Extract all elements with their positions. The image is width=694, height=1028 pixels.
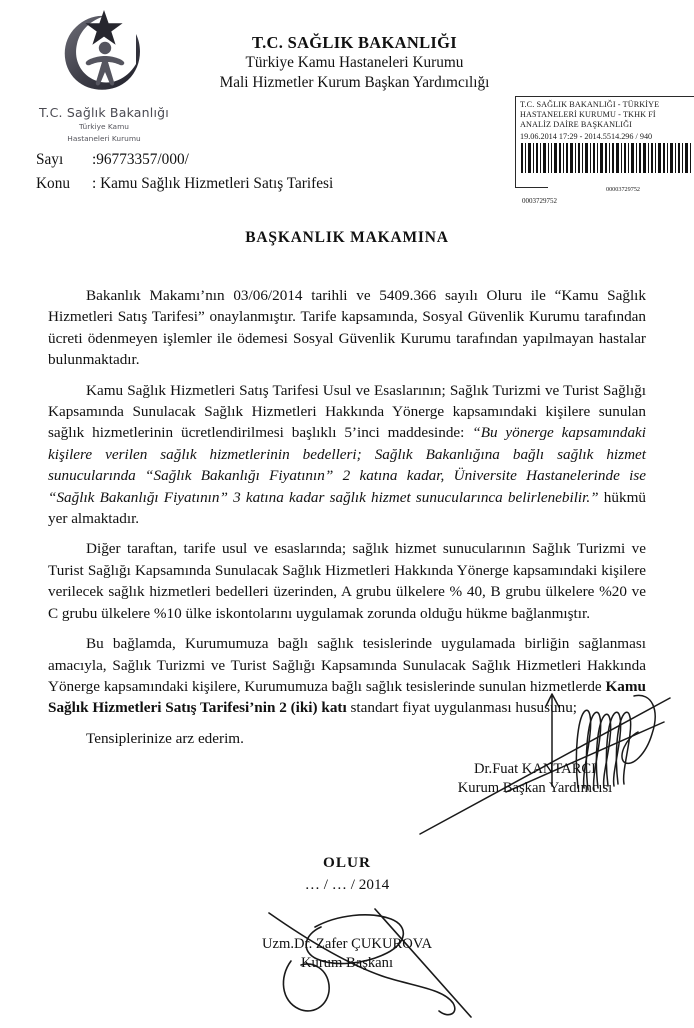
paragraph-2 bbox=[48, 380, 646, 530]
barcode-number-outer: 0003729752 bbox=[522, 197, 557, 206]
document-body bbox=[48, 285, 646, 758]
logo-subtitle-line2: Hastaneleri Kurumu bbox=[67, 133, 141, 143]
logo-title: T.C. Sağlık Bakanlığı bbox=[39, 105, 169, 120]
document-page bbox=[12, 0, 682, 1028]
ministry-logo-block bbox=[36, 8, 172, 143]
crescent-star-person-logo-icon bbox=[44, 8, 164, 104]
document-reference-block bbox=[36, 148, 486, 196]
letterhead-line-1: T.C. SAĞLIK BAKANLIĞI bbox=[252, 33, 457, 52]
paragraph-4 bbox=[48, 633, 646, 719]
signer-name-kantarci: Dr.Fuat KANTARCI bbox=[473, 761, 597, 777]
paragraph-1: Bakanlık Makamı’nın 03/06/2014 tarihli ve 5409.366 sayılı Oluru ile “Kamu Sağlık Hizmetleri Satış Tarifesi” onaylanmıştır. Tarife kapsamında, Sosyal Güvenlik Kurumu tarafından ücreti ödenmeyen işlemler ile ödemesi Sosyal Güvenlik Kurumu tarafından yapılmayan hastalar bulunmaktadır. bbox=[48, 287, 646, 369]
signer-title-kantarci: Kurum Başkan Yardımcısı bbox=[457, 780, 613, 796]
konu-value: : Kamu Sağlık Hizmetleri Satış Tarifesi bbox=[92, 175, 334, 192]
stamp-line-1: T.C. SAĞLIK BAKANLIĞI - TÜRKİYE bbox=[520, 100, 660, 109]
sayi-value: :96773357/000/ bbox=[92, 151, 189, 168]
paragraph-2-intro: Kamu Sağlık Hizmetleri Satış Tarifesi Usul ve Esaslarının; Sağlık Turizmi ve Turist Sağlığı Kapsamında Sunulacak Sağlık Hizmetleri Hakkında Yönerge kapsamındaki kişilere sunulan sağlık hizmetlerinin ücretlendirilmesi başlıklı 5’inci maddesinde: bbox=[48, 381, 646, 442]
barcode-number-inner: 00003729752 bbox=[548, 186, 694, 193]
stamp-line-2: HASTANELERİ KURUMU - TKHK Fİ bbox=[520, 110, 656, 120]
barcode-icon bbox=[520, 143, 692, 173]
approval-date: … / … / 2014 bbox=[304, 876, 390, 893]
paragraph-2-closing: hükmü yer almaktadır. bbox=[48, 488, 646, 528]
paragraph-2-quotation: “Bu yönerge kapsamındaki kişilere verilen sağlık hizmetlerinin bedelleri; Sağlık Bakanlığına bağlı sağlık hizmet sunucularında “Sağlık Bakanlığı Fiyatının” 2 katına kadar, Üniversite Hastanelerinde ise “Sağlık Bakanlığı Fiyatının” 3 katına kadar sağlık hizmet sunucularınca belirlenebilir.” bbox=[48, 424, 647, 506]
stamp-line-3: ANALİZ DAİRE BAŞKANLIĞI bbox=[520, 120, 632, 130]
approval-block bbox=[197, 852, 497, 896]
signature-block-cukurova bbox=[197, 935, 497, 973]
konu-label: Konu bbox=[36, 175, 70, 192]
paragraph-3: Diğer taraftan, tarife usul ve esaslarında; sağlık hizmet sunucularının Sağlık Turizmi ve Turist Sağlığı Kapsamında Sunulacak Sağlık Hizmetleri Hakkında Yönerge kapsamındaki kişilere verilecek sağlık hizmetleri bedelleri üzerinden, A grubu ülkelere % 40, B grubu ülkelere %20 ve C grubu ülkelere %10 ülke iskontolarını uygulamak zorunda olduğu hükme bağlanmıştır. bbox=[48, 540, 646, 622]
paragraph-4-intro: Bu bağlamda, Kurumumuza bağlı sağlık tesislerinde uygulamada birliğin sağlanması amacıyla, Sağlık Turizmi ve Turist Sağlığı Kapsamında Sunulacak Sağlık Hizmetleri Hakkında Yönerge kapsamındaki kişilere, Kurumumuza bağlı sağlık tesislerinde sunulan hizmetlerde bbox=[48, 635, 646, 695]
addressee-heading: BAŞKANLIK MAKAMINA bbox=[245, 229, 449, 246]
registration-stamp bbox=[515, 96, 694, 206]
letterhead-line-2: Türkiye Kamu Hastaneleri Kurumu bbox=[245, 54, 464, 71]
paragraph-4-emphasis: Kamu Sağlık Hizmetleri Satış Tarifesi’nin 2 (iki) katı bbox=[48, 677, 646, 717]
letterhead-title bbox=[182, 32, 527, 93]
paragraph-5: Tensiplerinize arz ederim. bbox=[86, 729, 244, 747]
approval-word: OLUR bbox=[323, 854, 371, 871]
letterhead-line-3: Mali Hizmetler Kurum Başkan Yardımcılığı bbox=[219, 74, 490, 91]
konu-row bbox=[36, 172, 486, 196]
signer-name-cukurova: Uzm.Dr. Zafer ÇUKUROVA bbox=[262, 936, 432, 952]
logo-subtitle-line1: Türkiye Kamu bbox=[79, 122, 129, 131]
signer-title-cukurova: Kurum Başkanı bbox=[300, 955, 393, 971]
paragraph-4-closing: standart fiyat uygulanması hususunu; bbox=[346, 699, 578, 717]
stamp-datetime: 19.06.2014 17:29 - 2014.5514.296 / 940 bbox=[520, 132, 653, 142]
sayi-label: Sayı bbox=[36, 151, 64, 168]
sayi-row bbox=[36, 148, 486, 172]
signature-block-kantarci bbox=[410, 760, 660, 798]
